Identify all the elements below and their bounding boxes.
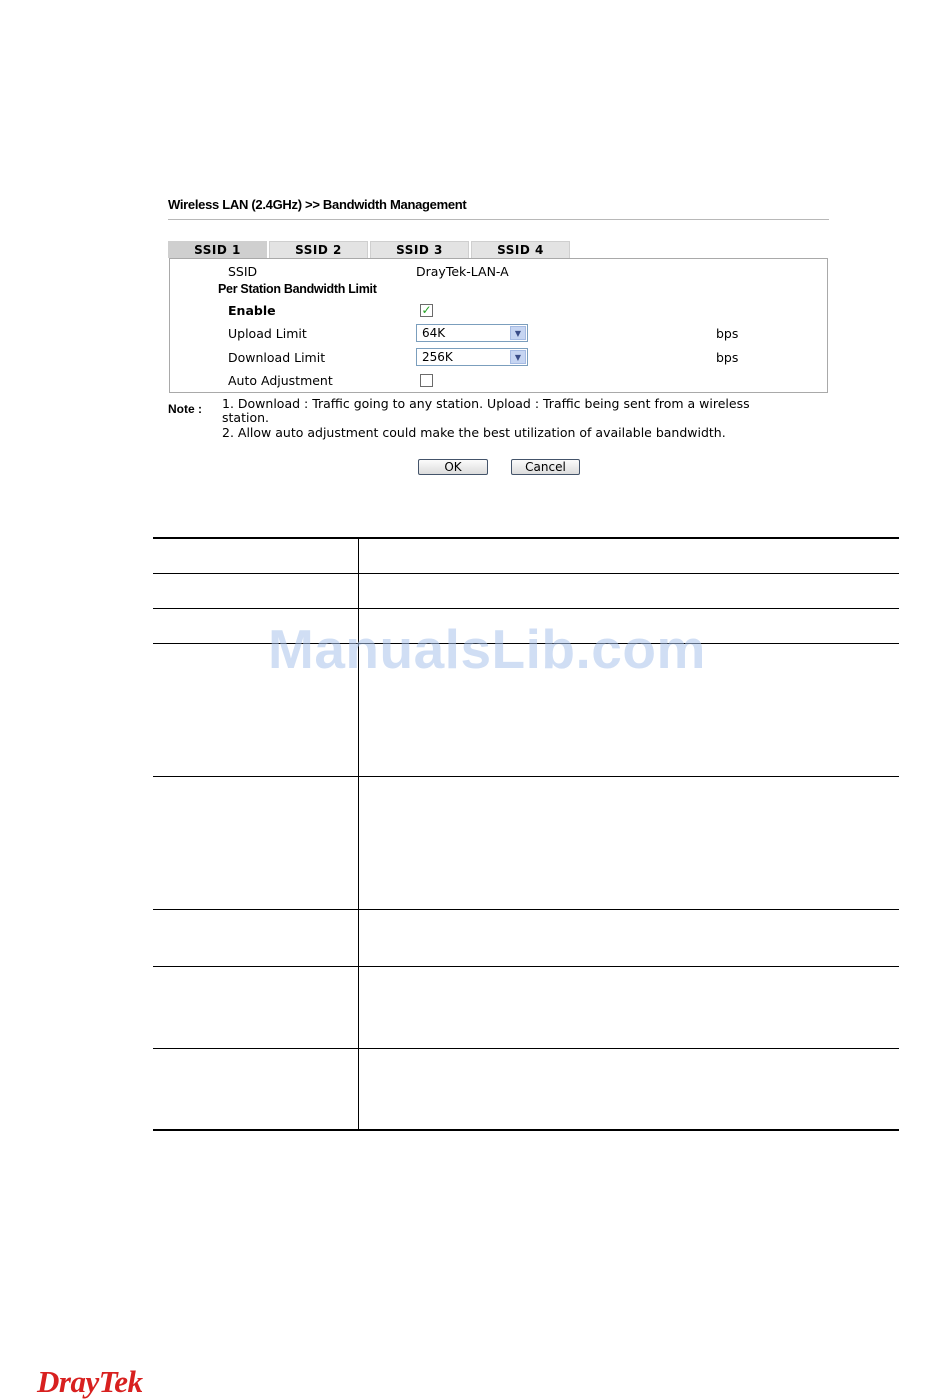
table-top-rule bbox=[153, 537, 899, 539]
table-row-rule bbox=[153, 909, 899, 910]
ssid-tab-bar bbox=[168, 241, 572, 258]
enable-label: Enable bbox=[228, 303, 276, 318]
ok-button[interactable]: OK bbox=[418, 459, 488, 475]
download-limit-value: 256K bbox=[422, 350, 453, 364]
download-limit-label: Download Limit bbox=[228, 350, 326, 365]
tab-ssid-3[interactable]: SSID 3 bbox=[370, 241, 469, 258]
tab-ssid-1[interactable]: SSID 1 bbox=[168, 241, 267, 258]
note-line-1-wrap: station. bbox=[222, 410, 269, 425]
enable-checkbox[interactable] bbox=[420, 304, 433, 317]
upload-limit-select[interactable] bbox=[416, 324, 528, 342]
auto-adjustment-checkbox[interactable] bbox=[420, 374, 433, 387]
chevron-down-icon: ▼ bbox=[510, 350, 526, 364]
draytek-logo: DrayTek bbox=[37, 1364, 143, 1399]
upload-limit-value: 64K bbox=[422, 326, 446, 340]
note-line-2: 2. Allow auto adjustment could make the best utilization of available bandwidth. bbox=[222, 425, 726, 440]
table-row-rule bbox=[153, 1048, 899, 1049]
cancel-button[interactable]: Cancel bbox=[511, 459, 580, 475]
page-title: Wireless LAN (2.4GHz) >> Bandwidth Management bbox=[168, 197, 467, 212]
ssid-value: DrayTek-LAN-A bbox=[416, 264, 509, 279]
watermark: ManualsLib.com bbox=[268, 618, 706, 680]
upload-limit-label: Upload Limit bbox=[228, 326, 307, 341]
table-row-rule bbox=[153, 776, 899, 777]
check-icon: ✓ bbox=[421, 303, 432, 317]
ssid-label: SSID bbox=[228, 264, 258, 279]
download-limit-select[interactable] bbox=[416, 348, 528, 366]
table-row-rule bbox=[153, 608, 899, 609]
chevron-down-icon: ▼ bbox=[510, 326, 526, 340]
download-unit: bps bbox=[716, 350, 739, 365]
tab-ssid-2[interactable]: SSID 2 bbox=[269, 241, 368, 258]
table-row-rule bbox=[153, 573, 899, 574]
table-bottom-rule bbox=[153, 1129, 899, 1131]
auto-adjustment-label: Auto Adjustment bbox=[228, 373, 333, 388]
table-row-rule bbox=[153, 966, 899, 967]
note-line-1: 1. Download : Traffic going to any station. Upload : Traffic being sent from a wireless bbox=[222, 396, 750, 411]
upload-unit: bps bbox=[716, 326, 739, 341]
note-label: Note : bbox=[168, 402, 202, 416]
section-title: Per Station Bandwidth Limit bbox=[218, 282, 377, 296]
tab-ssid-4[interactable]: SSID 4 bbox=[471, 241, 570, 258]
title-divider bbox=[168, 219, 829, 220]
